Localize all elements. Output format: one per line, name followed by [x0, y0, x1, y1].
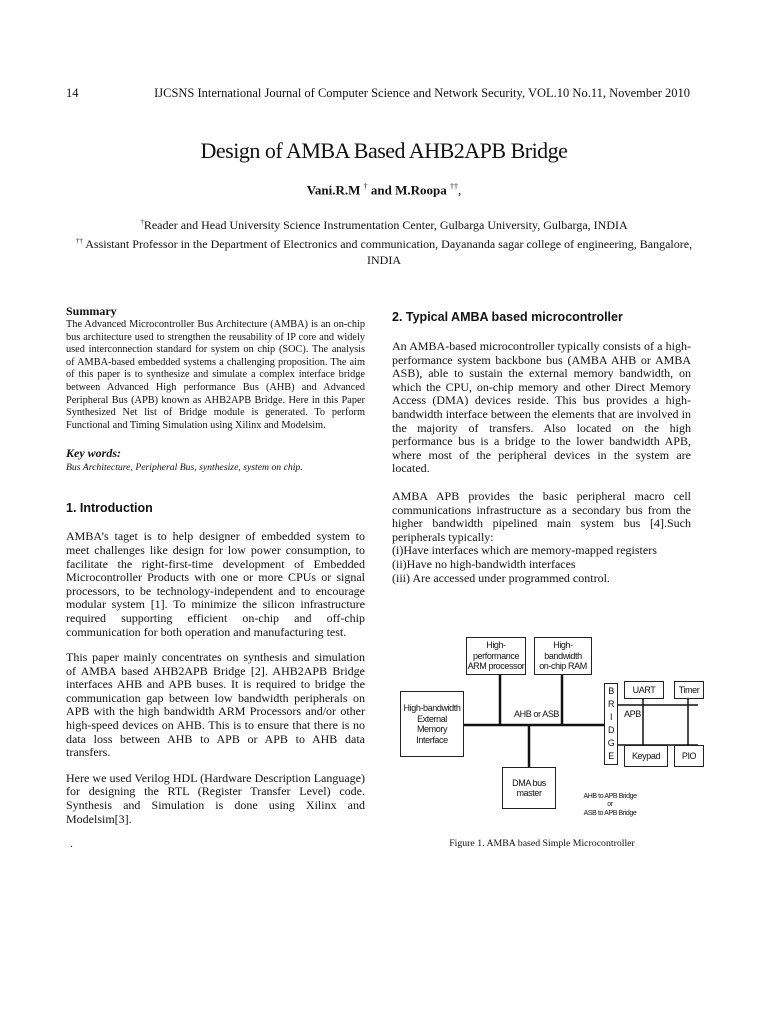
affiliation-1: †Reader and Head University Science Instrumentation Center, Gulbarga University, Gulbarga, INDIA	[140, 218, 628, 232]
external-memory-box: High-bandwidth External Memory Interface	[400, 691, 464, 757]
bridge-note: AHB to APB Bridge or ASB to APB Bridge	[583, 793, 637, 817]
bridge-label: B R I D G E	[607, 686, 615, 761]
summary-heading: Summary	[66, 304, 117, 318]
right-column	[392, 310, 691, 585]
affiliations	[70, 214, 698, 268]
section2-paragraph-2: AMBA APB provides the basic peripheral macro cell communications infrastructure as a secondary bus from the higher bandwidth pipelined main system bus [4].Such peripherals typically:	[392, 488, 691, 544]
keywords-heading: Key words:	[66, 446, 121, 461]
keypad-box: Keypad	[624, 745, 668, 767]
dma-bus-master-box: DMA bus master	[502, 767, 556, 809]
amba-block-diagram	[398, 633, 716, 817]
author-2-mark: ††	[450, 182, 459, 191]
left-column	[66, 300, 365, 826]
ahb-bus-label: AHB or ASB	[514, 709, 560, 719]
intro-paragraph-1: AMBA’s taget is to help designer of embedded system to meet challenges like design for low power consumption, to facilitate the right-first-time development of Embedded Microcontroller Products with one or more CPUs or signal processors, to be technology-independent and to encourage modular system [1]. To minimize the silicon infrastructure required supporting efficient on-chip and off-chip communication for both operation and manufacturing test.	[66, 529, 365, 639]
intro-heading: 1. Introduction	[66, 501, 153, 516]
author-1-mark: †	[363, 182, 368, 191]
arm-processor-box: High-performance ARM processor	[466, 637, 526, 675]
author-1: Vani.R.M	[306, 182, 361, 198]
section2-heading: 2. Typical AMBA based microcontroller	[392, 310, 623, 324]
pio-box: PIO	[674, 745, 704, 767]
journal-header: IJCSNS International Journal of Computer Science and Network Security, VOL.10 No.11, November 2010	[154, 86, 690, 100]
peripheral-list-item: (iii) Are accessed under programmed control.	[392, 570, 610, 585]
apb-bus-label: APB	[624, 709, 641, 719]
bridge-box	[604, 683, 618, 765]
keywords-text: Bus Architecture, Peripheral Bus, synthesize, system on chip.	[66, 462, 303, 474]
affiliation-1-mark: †	[140, 218, 144, 226]
summary-text: The Advanced Microcontroller Bus Architecture (AMBA) is an on-chip bus architecture used to strengthen the reusability of IP core and widely used interconnection standard for system on chip (SOC). The analysis of AMBA-based embedded systems a challenging proposition. The aim of this paper is to synthesize and simulate a complex interface bridge between Advanced High performance Bus (AHB) and Advanced Peripheral Bus (APB) known as AHB2APB Bridge. Here in this Paper Synthesized Net list of Bridge module is generated. To perform Functional and Timing Simulation using Xilinx and Modelsim.	[66, 319, 365, 431]
intro-paragraph-2: This paper mainly concentrates on synthesis and simulation of AMBA based AHB2APB Bridge [2]. AHB2APB Bridge interfaces AHB and APB buses. It is required to bridge the communication gap between low bandwidth peripherals on APB with the high bandwidth ARM Processors and/or other high-speed devices on AHB. This is to ensure that there is no data loss between AHB to APB or APB to AHB data transfers.	[66, 650, 365, 760]
onchip-ram-box: High-bandwidth on-chip RAM	[534, 637, 592, 675]
author-and: and	[370, 182, 392, 198]
uart-box: UART	[624, 681, 664, 699]
author-2: M.Roopa	[395, 182, 447, 198]
stray-period: .	[70, 836, 73, 850]
peripheral-list-item: (ii)Have no high-bandwidth interfaces	[392, 556, 576, 571]
page-number: 14	[66, 86, 79, 100]
affiliation-2-mark: ††	[75, 237, 83, 245]
figure-caption: Figure 1. AMBA based Simple Microcontroller	[449, 838, 635, 849]
paper-title: Design of AMBA Based AHB2APB Bridge	[200, 138, 568, 163]
authors-line	[0, 182, 768, 198]
timer-box: Timer	[674, 681, 704, 699]
author-trailing-comma: ,	[458, 182, 462, 198]
peripheral-list-item: (i)Have interfaces which are memory-mapped registers	[392, 543, 657, 558]
affiliation-2: †† Assistant Professor in the Department of Electronics and communication, Dayananda sagar college of engineering, Bangalore, INDIA	[75, 237, 693, 267]
section2-paragraph-1: An AMBA-based microcontroller typically consists of a high-performance system backbone bus (AMBA AHB or AMBA ASB), able to sustain the external memory bandwidth, on which the CPU, on-chip memory and other Direct Memory Access (DMA) devices reside. This bus provides a high-bandwidth interface between the elements that are involved in the majority of transfers. Also located on the high performance bus is a bridge to the lower bandwidth APB, where most of the peripheral devices in the system are located.	[392, 339, 691, 476]
intro-paragraph-3: Here we used Verilog HDL (Hardware Description Language) for designing the RTL (Register Transfer Level) code. Synthesis and Simulation is done using Xilinx and Modelsim[3].	[66, 770, 365, 826]
